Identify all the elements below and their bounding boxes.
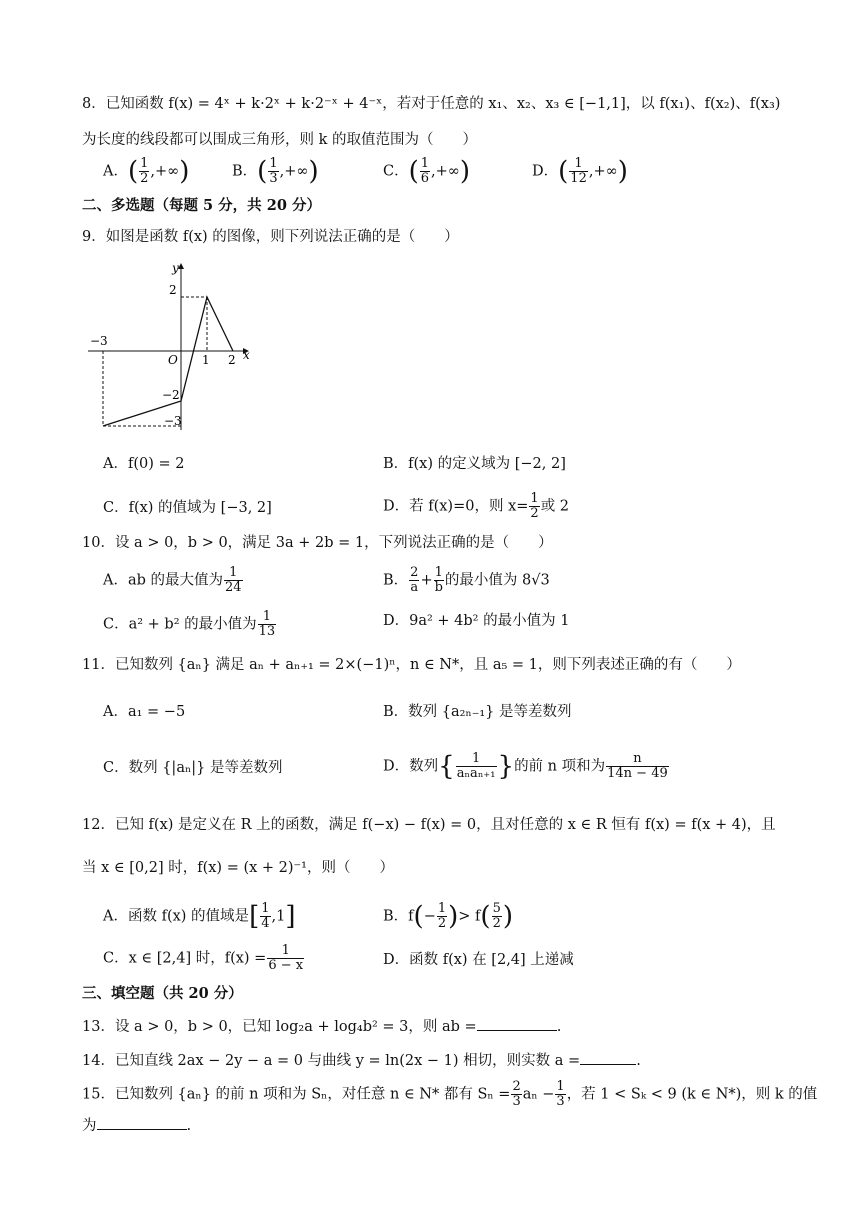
q10-stem: 10．设 a > 0，b > 0，满足 3a + 2b = 1，下列说法正确的是（ ） — [82, 535, 553, 551]
q8-option-c: C．( $\frac{1}{6}$ ,+∞) — [383, 156, 471, 187]
q9-function-graph — [88, 258, 258, 438]
q8-option-a: A．( $\frac{1}{2}$ ,+∞) — [103, 156, 190, 187]
q10-option-a: A．ab 的最大值为 $\frac{1}{24}$ — [103, 565, 242, 595]
q9-option-a: A．f(0) = 2 — [103, 456, 185, 472]
q12-option-b: B．f(− $\frac{1}{2}$ )> f( $\frac{5}{2}$ ) — [383, 901, 514, 932]
q11-option-a: A．a₁ = −5 — [103, 704, 186, 720]
graph-x-label: x — [243, 348, 250, 362]
q15-answer-blank[interactable] — [97, 1115, 187, 1130]
q11-option-b: B．数列 {a₂ₙ₋₁} 是等差数列 — [383, 704, 572, 720]
q15-line1: 15．已知数列 {aₙ} 的前 n 项和为 Sₙ，对任意 n ∈ N* 都有 Sₙ = $\frac{2}{3}$ aₙ − $\frac{1}{3}$ ，若 1 < Sₖ < 9 (k ∈ N*)，则 k 的值 — [82, 1079, 818, 1109]
graph-origin-label: O — [168, 353, 178, 367]
q9-option-d: D．若 f(x)=0，则 x= $\frac{1}{2}$ 或 2 — [383, 491, 570, 521]
q9-option-c: C．f(x) 的值域为 [−3, 2] — [103, 500, 272, 516]
q14-line: 14．已知直线 2ax − 2y − a = 0 与曲线 y = ln(2x − 1) 相切，则实数 a = . — [82, 1050, 641, 1072]
graph-tick-x1: 1 — [202, 353, 210, 367]
q9-option-b: B．f(x) 的定义域为 [−2, 2] — [383, 456, 566, 472]
q12-stem-line1: 12．已知 f(x) 是定义在 R 上的函数，满足 f(−x) − f(x) = 0，且对任意的 x ∈ R 恒有 f(x) = f(x + 4)，且 — [82, 817, 776, 833]
q13-line: 13．设 a > 0，b > 0，已知 log₂a + log₄b² = 3，则 ab = . — [82, 1016, 561, 1038]
q14-answer-blank[interactable] — [580, 1050, 636, 1065]
q11-option-c: C．数列 {|aₙ|} 是等差数列 — [103, 760, 283, 776]
q8-stem-line1: 8．已知函数 f(x) = 4ˣ + k·2ˣ + k·2⁻ˣ + 4⁻ˣ，若对于任意的 x₁、x₂、x₃ ∈ [−1,1]，以 f(x₁)、f(x₂)、f(x₃) — [82, 96, 781, 112]
graph-y-label: y — [172, 261, 179, 275]
q10-option-d: D．9a² + 4b² 的最小值为 1 — [383, 613, 570, 629]
graph-tick-x2: 2 — [228, 353, 236, 367]
q11-option-d: D．数列{ $\frac{1}{\text{aₙaₙ₊₁}}$ }的前 n 项和为 $\frac{n}{14n - 49}$ — [383, 751, 668, 782]
q8-option-b: B．( $\frac{1}{3}$ ,+∞) — [232, 156, 319, 187]
q8-option-d: D．( $\frac{1}{12}$ ,+∞) — [532, 156, 628, 187]
graph-tick-y2: 2 — [169, 283, 177, 297]
q12-option-d: D．函数 f(x) 在 [2,4] 上递减 — [383, 952, 574, 968]
q12-stem-line2: 当 x ∈ [0,2] 时，f(x) = (x + 2)⁻¹，则（ ） — [82, 860, 394, 876]
q12-option-c: C．x ∈ [2,4] 时，f(x) = $\frac{1}{6 - x}$ — [103, 943, 304, 973]
graph-tick-y-neg3: −3 — [164, 414, 182, 428]
section-2-heading: 二、多选题（每题 5 分，共 20 分） — [82, 197, 321, 214]
q13-answer-blank[interactable] — [477, 1016, 557, 1031]
q8-stem-line2: 为长度的线段都可以围成三角形，则 k 的取值范围为（ ） — [82, 132, 478, 148]
q10-option-c: C．a² + b² 的最小值为 $\frac{1}{13}$ — [103, 609, 276, 639]
q12-option-a: A．函数 f(x) 的值域是[ $\frac{1}{4}$ ,1] — [103, 901, 296, 932]
graph-tick-x-neg3: −3 — [90, 334, 108, 348]
q11-stem: 11．已知数列 {aₙ} 满足 aₙ + aₙ₊₁ = 2×(−1)ⁿ，n ∈ N*，且 a₅ = 1，则下列表述正确的有（ ） — [82, 657, 741, 673]
q15-line2: 为 . — [82, 1115, 191, 1137]
q9-stem: 9．如图是函数 f(x) 的图像，则下列说法正确的是（ ） — [82, 229, 459, 245]
graph-tick-y-neg2: −2 — [162, 388, 180, 402]
section-3-heading: 三、填空题（共 20 分） — [82, 985, 243, 1002]
q10-option-b: B． $\frac{2}{a}$ + $\frac{1}{b}$ 的最小值为 8√3 — [383, 565, 550, 595]
